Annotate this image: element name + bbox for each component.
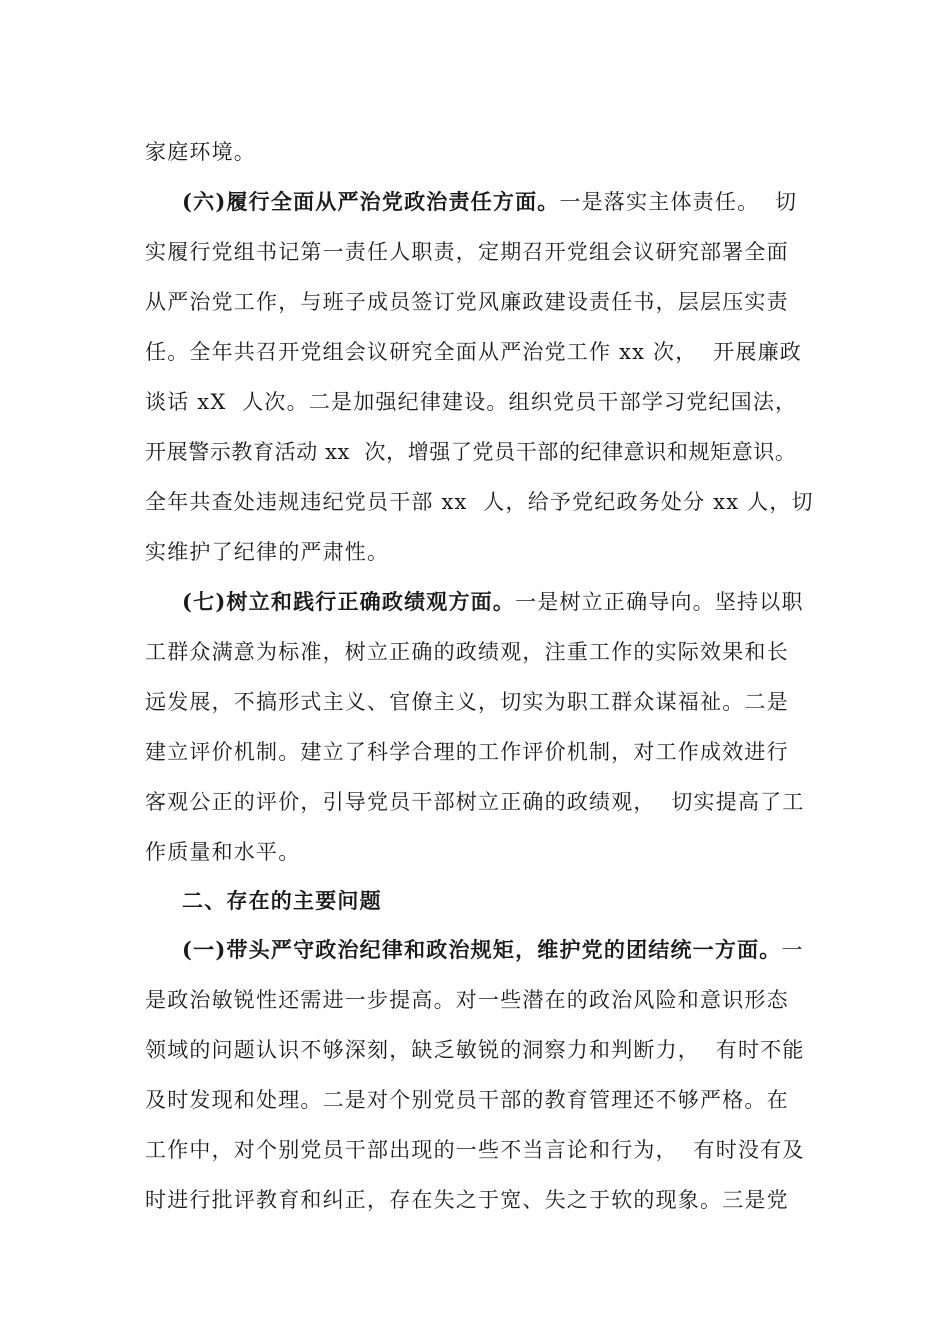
text-line: (一)带头严守政治纪律和政治规矩，维护党的团结统一方面。一 — [182, 937, 804, 962]
text-line: 时进行批评教育和纠正，存在失之于宽、失之于软的现象。三是党 — [145, 1188, 789, 1212]
text-line: 任。全年共召开党组会议研究全面从严治党工作 xx 次， 开展廉政 — [145, 340, 802, 364]
text-line: 实维护了纪律的严肃性。 — [145, 540, 390, 564]
text-line: 及时发现和处理。二是对个别党员干部的教育管理还不够严格。在 — [145, 1088, 789, 1112]
text-line: 实履行党组书记第一责任人职责，定期召开党组会议研究部署全面 — [145, 240, 789, 264]
section-heading: 二、存在的主要问题 — [182, 888, 382, 913]
text-line: 谈话 xX 人次。二是加强纪律建设。组织党员干部学习党纪国法， — [145, 390, 798, 414]
text-line: (七)树立和践行正确政绩观方面。一是树立正确导向。坚持以职 — [182, 589, 804, 614]
text-line: 作质量和水平。 — [145, 840, 301, 864]
text-line: 家庭环境。 — [145, 140, 256, 164]
text-line: 开展警示教育活动 xx 次，增强了党员干部的纪律意识和规矩意识。 — [145, 440, 797, 464]
text-line: 工群众满意为标准，树立正确的政绩观，注重工作的实际效果和长 — [145, 640, 789, 664]
text-line: 远发展，不搞形式主义、官僚主义，切实为职工群众谋福祉。二是 — [145, 690, 789, 714]
text-line: 领域的问题认识不够深刻，缺乏敏锐的洞察力和判断力， 有时不能 — [145, 1038, 805, 1062]
text-line: (六)履行全面从严治党政治责任方面。一是落实主体责任。 切 — [182, 189, 798, 214]
text-line: 是政治敏锐性还需进一步提高。对一些潜在的政治风险和意识形态 — [145, 988, 789, 1012]
text-line: 全年共查处违规违纪党员干部 xx 人，给予党纪政务处分 xx 人，切 — [145, 490, 814, 514]
text-line: 工作中，对个别党员干部出现的一些不当言论和行为， 有时没有及 — [145, 1138, 805, 1162]
text-line: 从严治党工作，与班子成员签订党风廉政建设责任书，层层压实责 — [145, 290, 789, 314]
text-line: 客观公正的评价，引导党员干部树立正确的政绩观， 切实提高了工 — [145, 790, 805, 814]
text-line: 建立评价机制。建立了科学合理的工作评价机制，对工作成效进行 — [145, 740, 789, 764]
